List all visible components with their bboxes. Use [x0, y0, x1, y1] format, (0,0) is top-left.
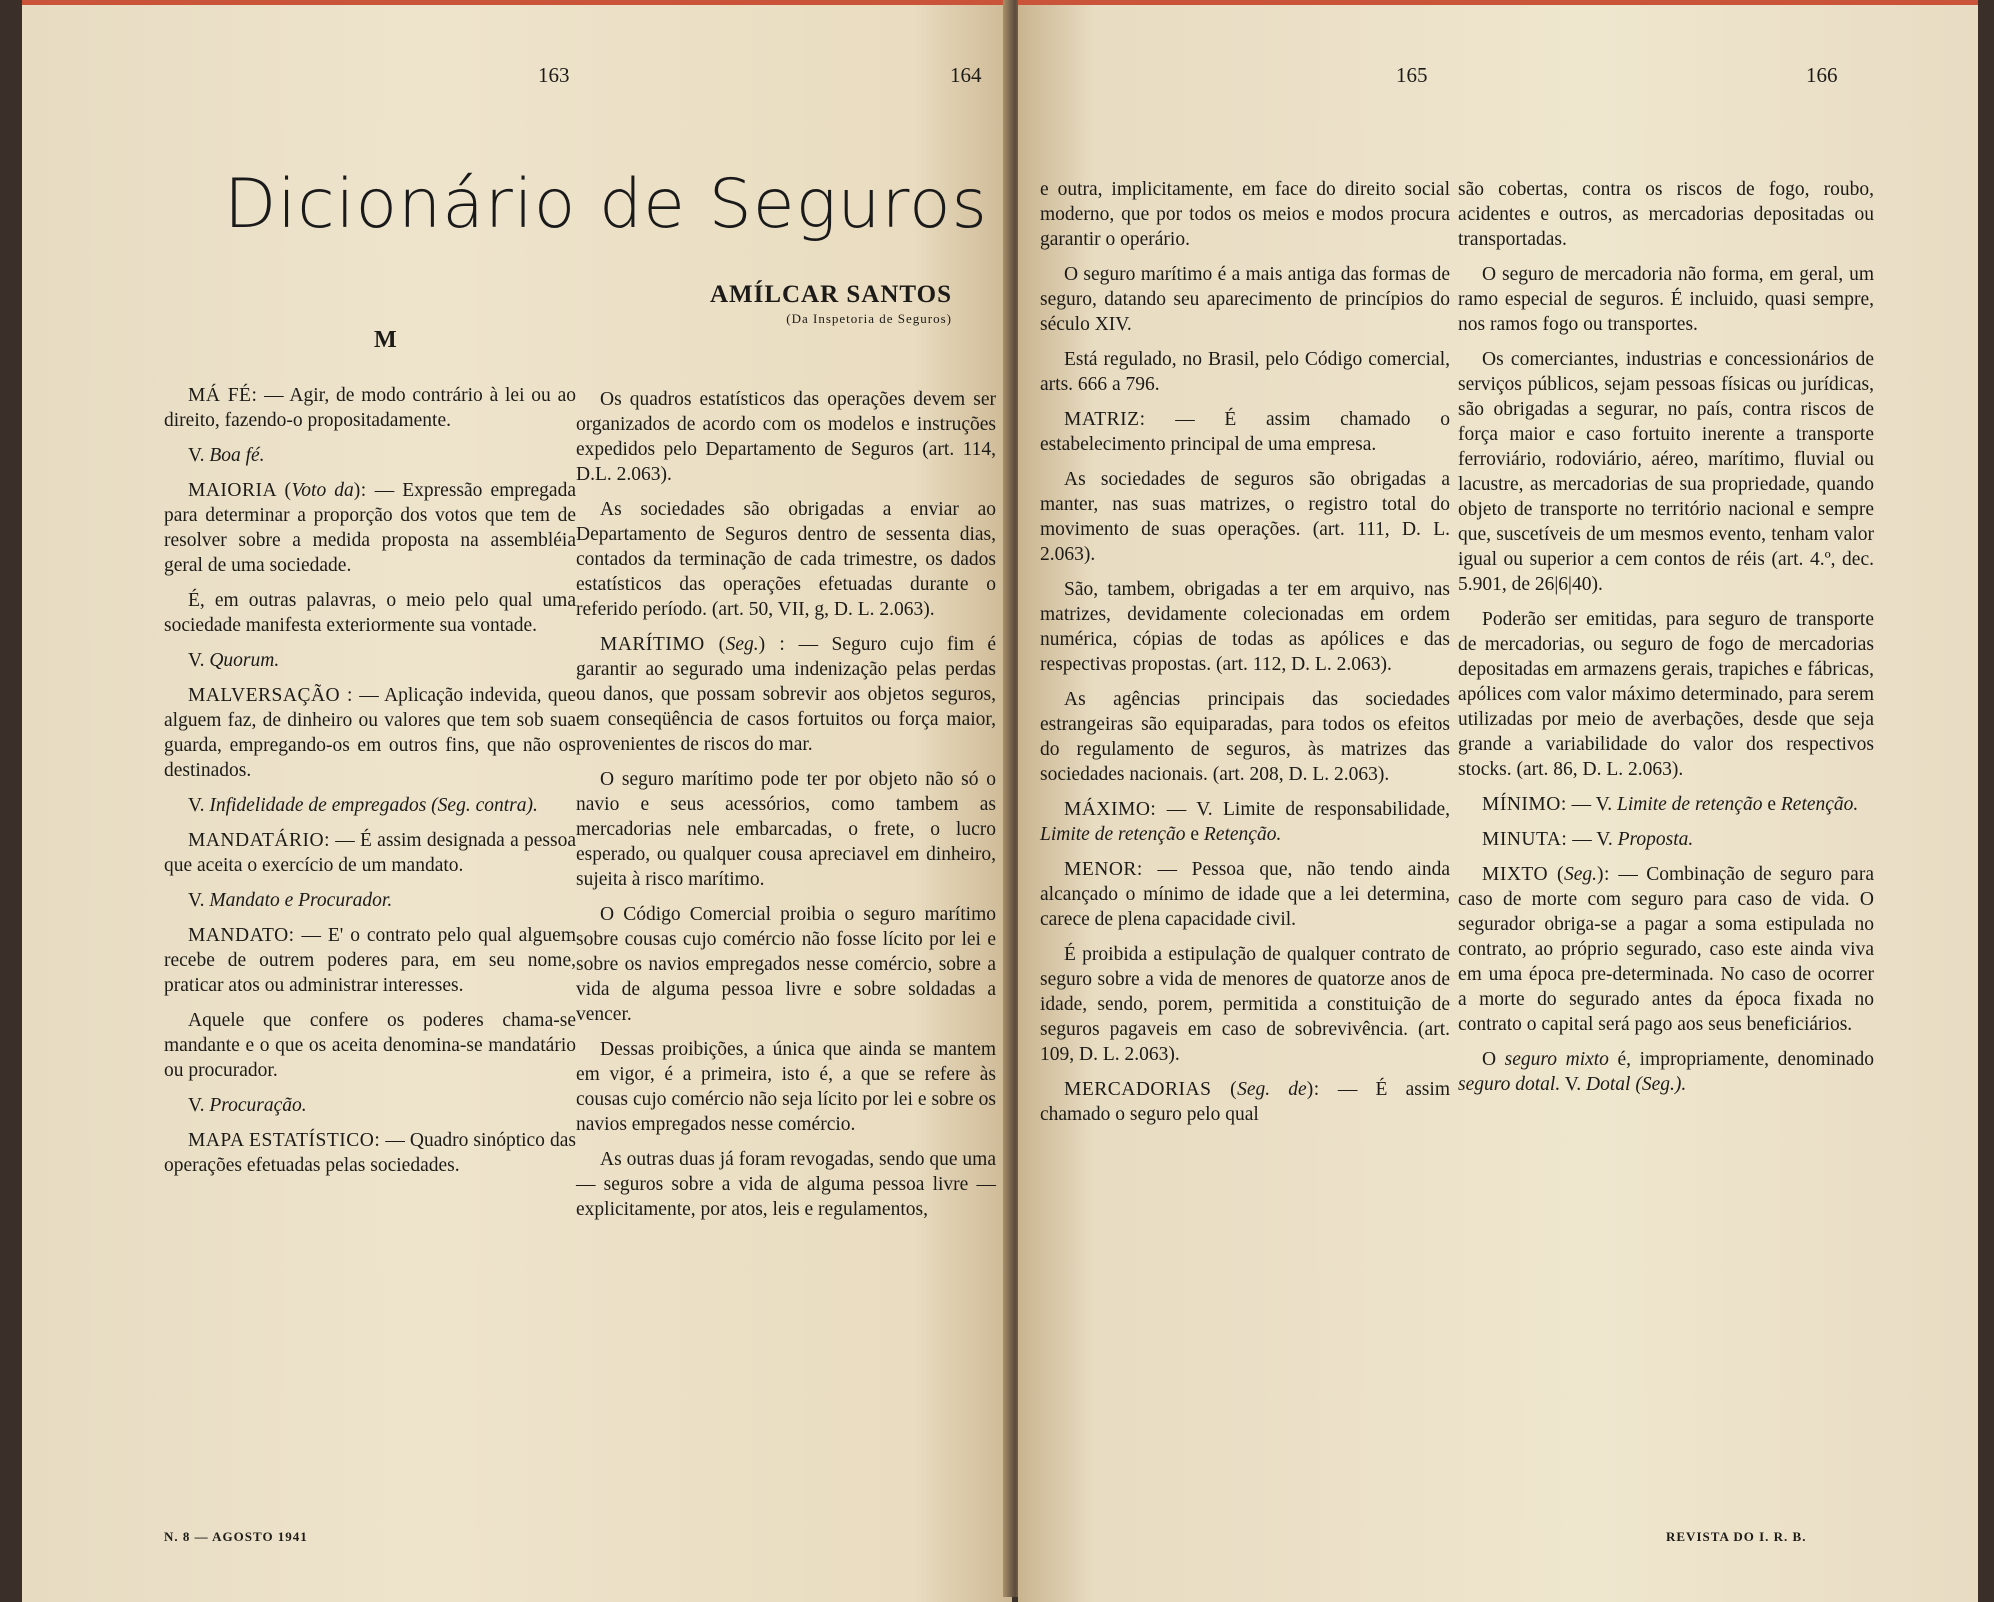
entry-head: ) :: [758, 634, 786, 655]
dictionary-entry: [164, 683, 576, 783]
paragraph: [1458, 177, 1874, 252]
text: V.: [188, 890, 210, 911]
text: — V. Limite de responsabilidade,: [1156, 799, 1450, 820]
paragraph: [1458, 607, 1874, 782]
text: As agências principais das sociedades estrangeiras são equiparadas, para todos os efeitos do regulamento de seguros, às matrizes das sociedades nacionais. (art. 208, D. L. 2.063).: [1040, 689, 1450, 785]
text: — E' o contrato pelo qual alguem recebe de outrem poderes para, em seu nome, praticar atos ou administrar interesses.: [164, 925, 576, 996]
text: V.: [1560, 1074, 1587, 1095]
text: — Pessoa que, não tendo ainda alcançado o mínimo de idade que a lei determina, carece de plena capacidade civil.: [1040, 859, 1450, 930]
text: — Quadro sinóptico das operações efetuadas pelas sociedades.: [164, 1130, 576, 1176]
entry-head: MÍNIMO:: [1482, 794, 1567, 815]
text: Aquele que confere os poderes chama-se mandante e o que os aceita denomina-se mandatário ou procurador.: [164, 1010, 576, 1081]
text: são cobertas, contra os riscos de fogo, roubo, acidentes e outros, as mercadorias depositadas ou transportadas.: [1458, 179, 1874, 250]
paragraph: [576, 387, 996, 487]
entry-head-italic: Seg.: [725, 634, 759, 655]
entry-head: MANDATÁRIO:: [188, 830, 330, 851]
italic-text: Limite de retenção: [1040, 824, 1186, 845]
paragraph: [1040, 467, 1450, 567]
italic-text: Retenção.: [1780, 794, 1859, 815]
paragraph: [576, 1037, 996, 1137]
text: — É assim chamado o estabelecimento principal de uma empresa.: [1040, 409, 1450, 455]
entry-head-italic: Voto da: [291, 480, 354, 501]
italic-text: Mandato e Procurador.: [209, 890, 393, 911]
text: V.: [188, 795, 210, 816]
paragraph: [164, 1093, 576, 1118]
dictionary-entry: [164, 478, 576, 578]
paragraph: [164, 1008, 576, 1083]
column-3: [1040, 177, 1450, 1137]
text: — É assim designada a pessoa que aceita o exercício de um mandato.: [164, 830, 576, 876]
column-2: [576, 387, 996, 1232]
italic-text: seguro dotal.: [1458, 1074, 1561, 1095]
dictionary-entry: [164, 828, 576, 878]
italic-text: Boa fé.: [209, 445, 265, 466]
footer-left: N. 8 — AGOSTO 1941: [164, 1529, 308, 1544]
paragraph: [1040, 577, 1450, 677]
entry-head: ):: [1306, 1079, 1320, 1100]
dictionary-entry: [1040, 1077, 1450, 1127]
dictionary-entry: [164, 923, 576, 998]
text: O seguro marítimo é a mais antiga das formas de seguro, datando seu aparecimento de princípios do século XIV.: [1040, 264, 1450, 335]
text: Está regulado, no Brasil, pelo Código comercial, arts. 666 a 796.: [1040, 349, 1450, 395]
text: São, tambem, obrigadas a ter em arquivo, nas matrizes, devidamente colecionadas em ordem numérica, cópias de todas as apólices e das respectivas propostas. (art. 112, D. L. 2.063).: [1040, 579, 1450, 675]
text: é, impropriamente, denominado: [1608, 1049, 1875, 1070]
paragraph: [576, 902, 996, 1027]
entry-head: MÁXIMO:: [1064, 799, 1157, 820]
page-number-164: 164: [950, 63, 982, 87]
paragraph: [164, 793, 576, 818]
text: — Agir, de modo contrário à lei ou ao direito, fazendo-o propositadamente.: [164, 385, 576, 431]
entry-head: MATRIZ:: [1064, 409, 1146, 430]
text: As outras duas já foram revogadas, sendo que uma — seguros sobre a vida de alguma pessoa livre — explicitamente, por atos, leis e regulamentos,: [576, 1149, 996, 1220]
column-4: [1458, 177, 1874, 1107]
text: As sociedades são obrigadas a enviar ao Departamento de Seguros dentro de sessenta dias, contados da terminação de cada trimestre, os dados estatísticos das operações efetuadas durante o referido período. (art. 50, VII, g, D. L. 2.063).: [576, 499, 996, 620]
paragraph: [1458, 262, 1874, 337]
text: V.: [188, 650, 210, 671]
text: — V.: [1567, 829, 1618, 850]
paragraph: [1458, 1047, 1874, 1097]
italic-text: Dotal (Seg.).: [1586, 1074, 1687, 1095]
entry-head: MIXTO (: [1482, 864, 1564, 885]
entry-head-italic: Seg.: [1563, 864, 1597, 885]
text: — Seguro cujo fim é garantir ao segurado uma indenização pelas perdas ou danos, que possam sobrevir aos objetos seguros, em conseqüência de casos fortuitos ou força maior, provenientes de riscos do mar.: [576, 634, 996, 755]
text: — Aplicação indevida, que alguem faz, de dinheiro ou valores que tem sob sua guarda, empregando-os em outros fins, que não os destinados.: [164, 685, 576, 781]
entry-head: MENOR:: [1064, 859, 1143, 880]
entry-head: MANDATO:: [188, 925, 295, 946]
column-1: [164, 377, 576, 1188]
text: É proibida a estipulação de qualquer contrato de seguro sobre a vida de menores de quatorze anos de idade, sendo, porem, permitida a constituição de seguros pagaveis em caso de sobrevivência. (art. 109, D. L. 2.063).: [1040, 944, 1450, 1065]
page-number-166: 166: [1806, 63, 1838, 87]
dictionary-entry: [164, 1128, 576, 1178]
italic-text: Limite de retenção: [1616, 794, 1763, 815]
paragraph: [164, 443, 576, 468]
footer-right: REVISTA DO I. R. B.: [1666, 1529, 1807, 1544]
entry-head: MARÍTIMO (: [600, 634, 726, 655]
dictionary-entry: [1458, 792, 1874, 817]
paragraph: [576, 767, 996, 892]
left-page: [22, 0, 1012, 1602]
paragraph: [164, 588, 576, 638]
section-letter: M: [374, 327, 397, 353]
paragraph: [1040, 942, 1450, 1067]
page-number-163: 163: [538, 63, 570, 87]
dictionary-entry: [164, 383, 576, 433]
author-block: [710, 281, 952, 327]
paragraph: [1040, 262, 1450, 337]
paragraph: [1458, 347, 1874, 597]
text: Poderão ser emitidas, para seguro de transporte de mercadorias, ou seguro de fogo de mercadorias depositadas em armazens gerais, trapiches e fábricas, apólices com valor máximo determinado, para serem utilizadas por meio de averbações, desde que seja grande a variabilidade do valor dos respectivos stocks. (art. 86, D. L. 2.063).: [1458, 609, 1874, 780]
dictionary-entry: [1040, 407, 1450, 457]
italic-text: Quorum.: [209, 650, 280, 671]
text: — É assim chamado o seguro pelo qual: [1040, 1079, 1450, 1125]
text: O: [1482, 1049, 1505, 1070]
page-number-165: 165: [1396, 63, 1428, 87]
page-title: Dicionário de Seguros: [224, 165, 988, 244]
entry-head: MAPA ESTATÍSTICO:: [188, 1130, 381, 1151]
text: Dessas proibições, a única que ainda se mantem em vigor, é a primeira, isto é, a que se refere às cousas cujo comércio não seja lícito por lei e sobre os navios empregados nesse comércio.: [576, 1039, 996, 1135]
dictionary-entry: [1458, 862, 1874, 1037]
text: V.: [188, 445, 210, 466]
text: Os comerciantes, industrias e concessionários de serviços públicos, sejam pessoas físicas ou jurídicas, são obrigadas a segurar, no país, contra riscos de força maior e caso fortuito inerente a transporte ferroviário, rodoviário, aéreo, marítimo, fluvial ou lacustre, as mercadorias de sua propriedade, quando objeto de transporte no território nacional e sempre que, suscetíveis de um mesmos evento, tenham valor igual ou superior a cem contos de réis (art. 4.º, dec. 5.901, de 26|6|40).: [1458, 349, 1874, 595]
entry-head: MINUTA:: [1482, 829, 1568, 850]
paragraph: [1040, 347, 1450, 397]
dictionary-entry: [1040, 797, 1450, 847]
italic-text: seguro mixto: [1504, 1049, 1609, 1070]
dictionary-entry: [576, 632, 996, 757]
dictionary-entry: [1458, 827, 1874, 852]
italic-text: Proposta.: [1617, 829, 1694, 850]
entry-head: MALVERSAÇÃO :: [188, 685, 353, 706]
paragraph: [164, 648, 576, 673]
text: É, em outras palavras, o meio pelo qual uma sociedade manifesta exteriormente sua vontade.: [164, 590, 576, 636]
text: As sociedades de seguros são obrigadas a manter, nas suas matrizes, o registro total do movimento de suas operações. (art. 111, D. L. 2.063).: [1040, 469, 1450, 565]
entry-head: MERCADORIAS (: [1064, 1079, 1238, 1100]
paragraph: [164, 888, 576, 913]
entry-head: ):: [1597, 864, 1610, 885]
text: V.: [188, 1095, 210, 1116]
paragraph: [1040, 687, 1450, 787]
entry-head: ):: [353, 480, 367, 501]
text: — Combinação de seguro para caso de morte com seguro para caso de vida. O segurador obriga-se a pagar a soma estipulada no contrato, ao próprio segurado, caso este ainda viva em uma época pre-determinada. No caso de ocorrer a morte do segurado antes da época fixada no contrato o capital será pago aos seus beneficiários.: [1458, 864, 1874, 1035]
text: — Expressão empregada para determinar a proporção dos votos que tem de resolver sobre a medida proposta na assembléia geral de uma sociedade.: [164, 480, 576, 576]
text: O seguro de mercadoria não forma, em geral, um ramo especial de seguros. É incluido, quasi sempre, nos ramos fogo ou transportes.: [1458, 264, 1874, 335]
author-name: AMÍLCAR SANTOS: [709, 281, 952, 308]
entry-head: MÁ FÉ:: [188, 385, 258, 406]
italic-text: Procuração.: [209, 1095, 307, 1116]
entry-head-italic: Seg. de: [1237, 1079, 1307, 1100]
italic-text: Infidelidade de empregados (Seg. contra).: [209, 795, 538, 816]
dictionary-entry: [1040, 857, 1450, 932]
paragraph: [576, 497, 996, 622]
text: O seguro marítimo pode ter por objeto não só o navio e seus acessórios, como tambem as mercadorias nele embarcadas, o frete, o lucro esperado, ou qualquer cousa apreciavel em dinheiro, sujeita à risco marítimo.: [576, 769, 996, 890]
text: e outra, implicitamente, em face do direito social moderno, que por todos os meios e modos procura garantir o operário.: [1040, 179, 1450, 250]
entry-head: MAIORIA (: [188, 480, 292, 501]
text: — V.: [1566, 794, 1617, 815]
right-page: [1018, 0, 1978, 1602]
paragraph: [1040, 177, 1450, 252]
italic-text: Retenção.: [1203, 824, 1282, 845]
text: e: [1185, 824, 1204, 845]
paragraph: [576, 1147, 996, 1222]
author-affiliation: (Da Inspetoria de Seguros): [786, 311, 952, 326]
text: O Código Comercial proibia o seguro marítimo sobre cousas cujo comércio não fosse lícito por lei e sobre os navios empregados nesse comércio, sobre a vida de alguma pessoa livre e sobre soldadas a vencer.: [576, 904, 996, 1025]
text: Os quadros estatísticos das operações devem ser organizados de acordo com os modelos e instruções expedidos pelo Departamento de Seguros (art. 114, D.L. 2.063).: [576, 389, 996, 485]
text: e: [1762, 794, 1781, 815]
